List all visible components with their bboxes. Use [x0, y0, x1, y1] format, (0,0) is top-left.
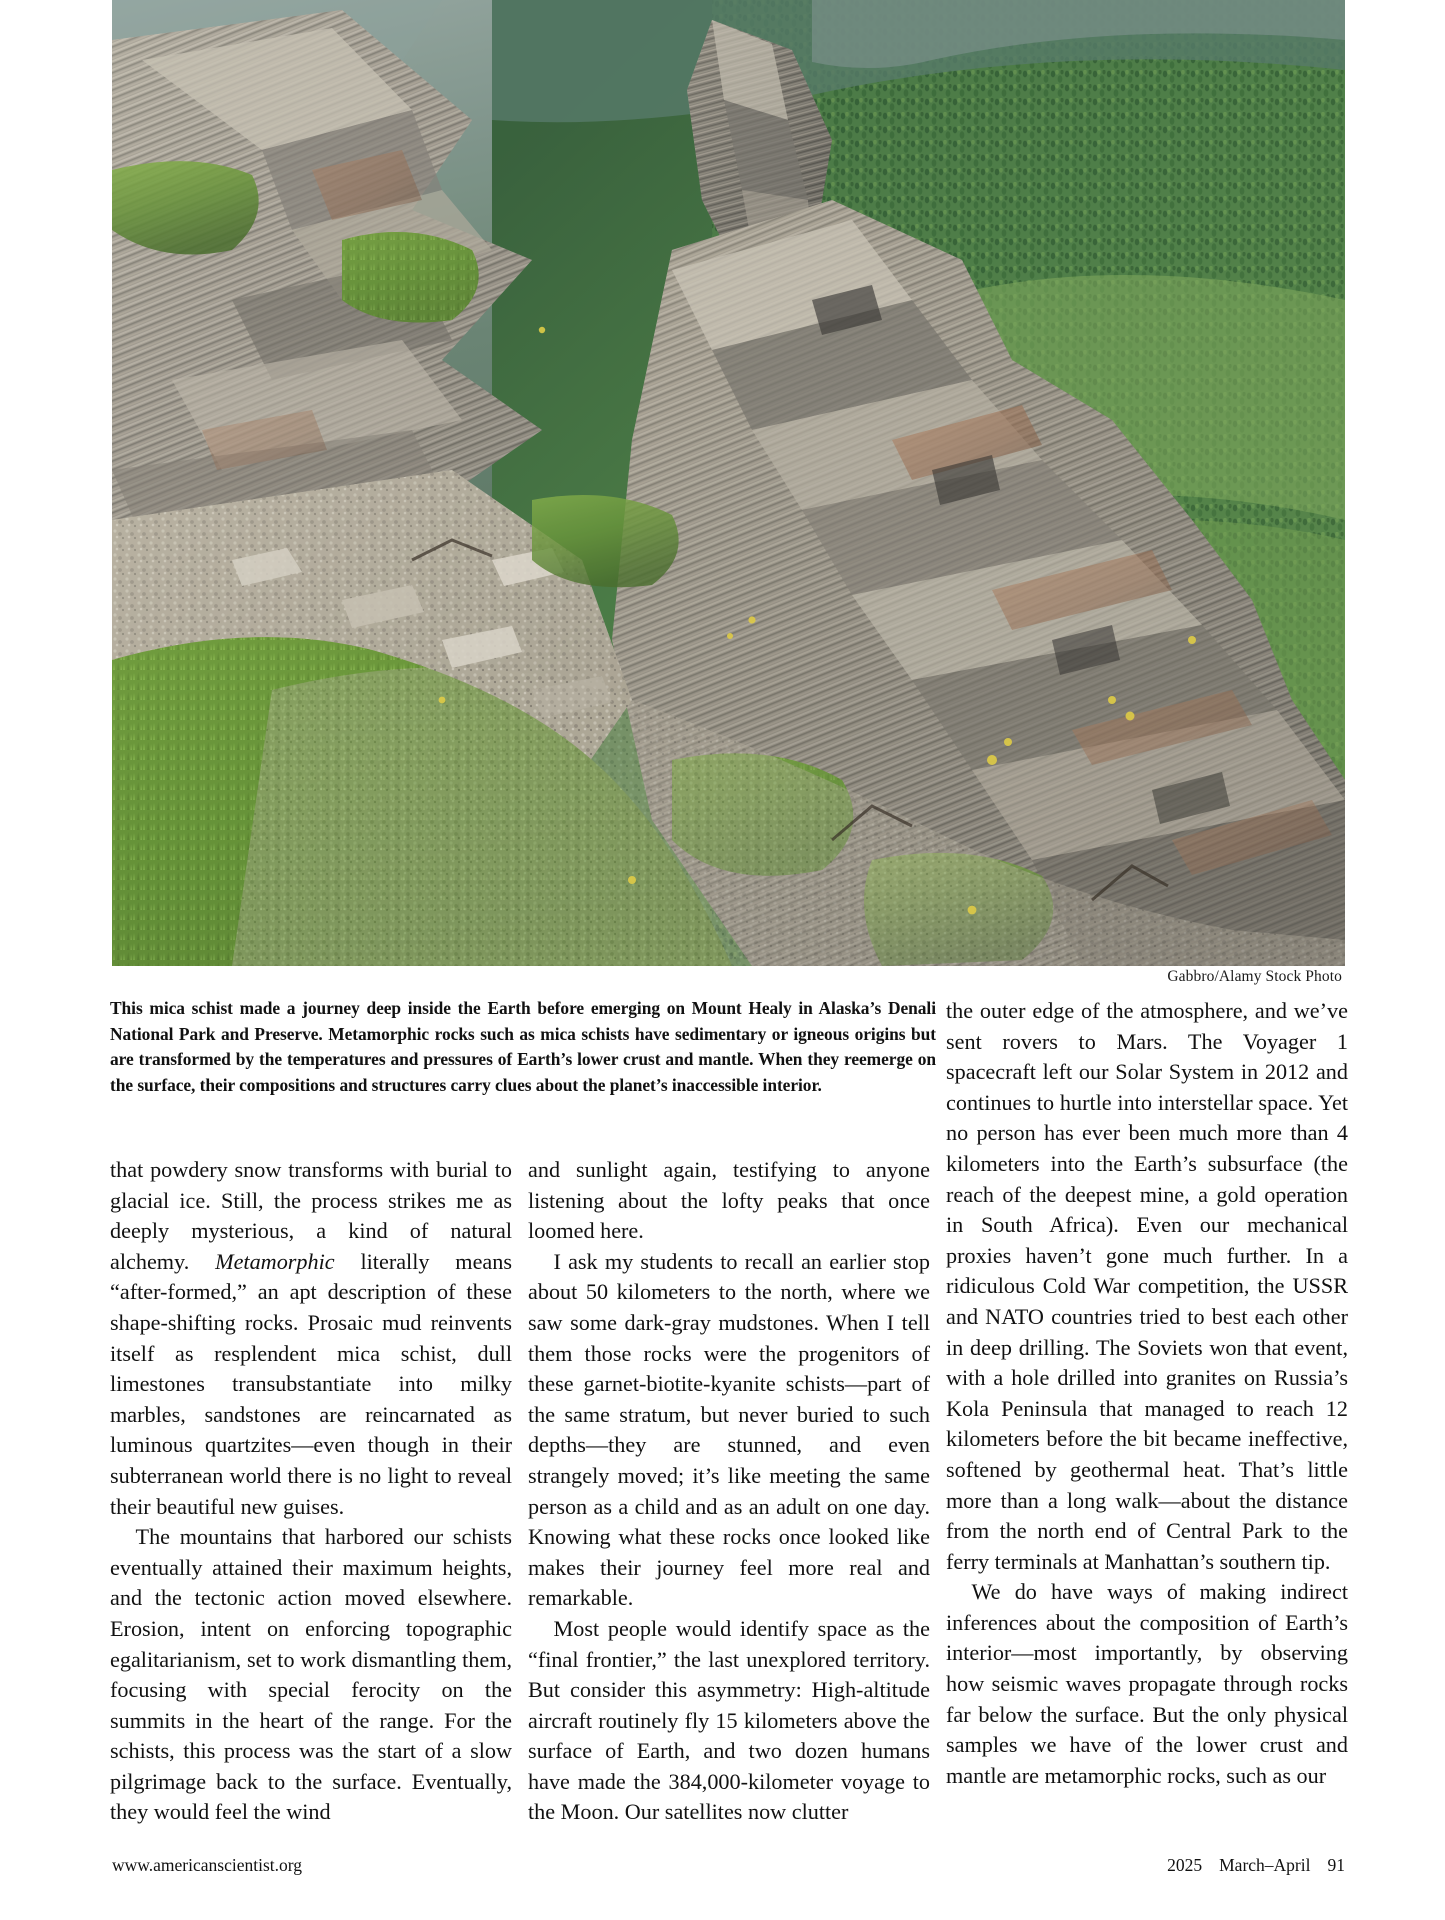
- paragraph-text-b: literally means “after-formed,” an apt description of these shape-shifting rocks. Prosaic mud reinvents itself as resplendent mica schist, dull limestones transubstantiate into milky marbles, sandstones are reincarnated as luminous quartzites—even though in their subterranean world there is no light to reveal their beautiful new guises.: [110, 1248, 512, 1519]
- footer-issue-info: [1167, 1855, 1345, 1876]
- body-column-1: [110, 1155, 512, 1828]
- paragraph: We do have ways of making indirect inferences about the composition of Earth’s interior—most importantly, by observing how seismic waves propagate through rocks far below the surface. But the only physical samples we have of the lower crust and mantle are metamorphic rocks, such as our: [946, 1579, 1348, 1788]
- hero-photograph: [112, 0, 1345, 966]
- paragraph: the outer edge of the atmosphere, and we’ve sent rovers to Mars. The Voyager 1 spacecraft left our Solar System in 2012 and continues to hurtle into interstellar space. Yet no person has ever been much more than 4 kilometers into the Earth’s subsurface (the reach of the deepest mine, a gold operation in South Africa). Even our mechanical proxies haven’t gone much further. In a ridiculous Cold War competition, the USSR and NATO countries tried to best each other in deep drilling. The Soviets won that event, with a hole drilled into granites on Russia’s Kola Peninsula that managed to reach 12 kilometers before the bit became ineffective, softened by geothermal heat. That’s little more than a long walk—about the distance from the north end of Central Park to the ferry terminals at Manhattan’s southern tip.: [946, 998, 1348, 1574]
- photo-illustration: [112, 0, 1345, 966]
- paragraph: Most people would identify space as the “final frontier,” the last unexplored territory. But consider this asymmetry: High-altitude aircraft routinely fly 15 kilometers above the surface of Earth, and two dozen humans have made the 384,000-kilometer voyage to the Moon. Our satellites now clutter: [528, 1615, 930, 1825]
- photo-credit: Gabbro/Alamy Stock Photo: [1167, 968, 1342, 985]
- italic-term-metamorphic: Metamorphic: [215, 1248, 335, 1274]
- body-column-2: [528, 1155, 930, 1828]
- footer-issue: March–April: [1219, 1855, 1311, 1875]
- footer-year: 2025: [1167, 1855, 1203, 1875]
- paragraph: [110, 1155, 512, 1522]
- paragraph: I ask my students to recall an earlier stop about 50 kilometers to the north, where we saw some dark-gray mudstones. When I tell them those rocks were the progenitors of these garnet-biotite-kyanite schists—part of the same stratum, but never buried to such depths—they are stunned, and even strangely moved; it’s like meeting the same person as a child and as an adult on one day. Knowing what these rocks once looked like makes their journey feel more real and remarkable.: [528, 1248, 930, 1611]
- photo-caption: This mica schist made a journey deep inside the Earth before emerging on Mount Healy in Alaska’s Denali National Park and Preserve. Metamorphic rocks such as mica schists have sedimentary or igneous origins but are transformed by the temperatures and pressures of Earth’s lower crust and mantle. When they reemerge on the surface, their compositions and structures carry clues about the planet’s inaccessible interior.: [110, 998, 936, 1095]
- paragraph: The mountains that harbored our schists eventually attained their maximum heights, and the tectonic action moved elsewhere. Erosion, intent on enforcing topographic egalitarianism, set to work dismantling them, focusing with special ferocity on the summits in the heart of the range. For the schists, this process was the start of a slow pilgrimage back to the surface. Eventually, they would feel the wind: [110, 1524, 512, 1825]
- paragraph: and sunlight again, testifying to anyone listening about the lofty peaks that once loomed here.: [528, 1157, 930, 1244]
- footer-website[interactable]: www.americanscientist.org: [112, 1855, 303, 1875]
- paragraph-text-a: that powdery snow transforms with burial to glacial ice. Still, the process strikes me as deeply mysterious, a kind of natural alchemy.: [110, 1157, 512, 1274]
- footer-page-number: 91: [1327, 1855, 1345, 1875]
- body-column-3: [946, 996, 1348, 1791]
